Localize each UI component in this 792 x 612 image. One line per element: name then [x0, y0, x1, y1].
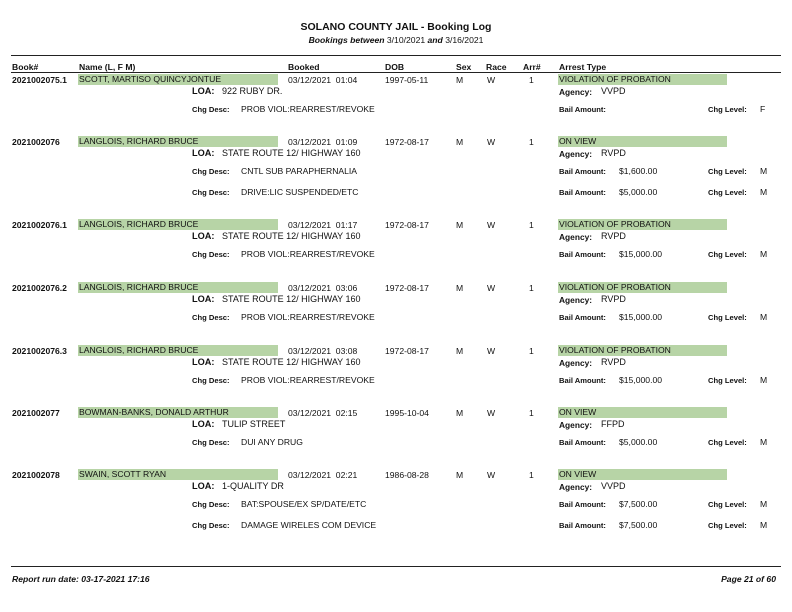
chg-level-label: Chg Level: — [708, 105, 747, 114]
chg-desc-label: Chg Desc: — [192, 250, 230, 259]
arrest-number: 1 — [529, 408, 534, 418]
footer-rule — [11, 566, 781, 567]
booked-datetime: 03/12/2021 03:06 — [288, 283, 358, 293]
agency-label: Agency: — [559, 420, 593, 430]
dob: 1986-08-28 — [385, 470, 429, 480]
inmate-name: SWAIN, SCOTT RYAN — [78, 469, 278, 480]
chg-desc-label: Chg Desc: — [192, 313, 230, 322]
arrest-type: VIOLATION OF PROBATION — [558, 282, 727, 293]
agency-label: Agency: — [559, 358, 593, 368]
col-header-sex: Sex — [456, 62, 472, 72]
col-header-race: Race — [486, 62, 507, 72]
agency-value: RVPD — [601, 357, 626, 367]
race: W — [487, 346, 496, 356]
book-number: 2021002076 — [12, 137, 60, 147]
arrest-number: 1 — [529, 470, 534, 480]
bail-amount-label: Bail Amount: — [559, 500, 606, 509]
report-title: SOLANO COUNTY JAIL - Booking Log — [300, 21, 492, 33]
inmate-name: LANGLOIS, RICHARD BRUCE — [78, 136, 278, 147]
race: W — [487, 75, 496, 85]
agency-value: FFPD — [601, 419, 625, 429]
loa-label: LOA: — [192, 86, 215, 96]
loa-label: LOA: — [192, 148, 215, 158]
bail-amount-value: $5,000.00 — [619, 187, 658, 197]
arrest-type: ON VIEW — [558, 136, 727, 147]
book-number: 2021002078 — [12, 470, 60, 480]
bail-amount-label: Bail Amount: — [559, 105, 606, 114]
arrest-number: 1 — [529, 220, 534, 230]
col-header-book: Book# — [12, 62, 39, 72]
chg-desc-value: DAMAGE WIRELES COM DEVICE — [241, 520, 377, 530]
inmate-name: LANGLOIS, RICHARD BRUCE — [78, 282, 278, 293]
loa-value: STATE ROUTE 12/ HIGHWAY 160 — [222, 294, 361, 304]
agency-label: Agency: — [559, 295, 593, 305]
chg-desc-value: PROB VIOL:REARREST/REVOKE — [241, 249, 375, 259]
loa-value: STATE ROUTE 12/ HIGHWAY 160 — [222, 231, 361, 241]
chg-desc-label: Chg Desc: — [192, 188, 230, 197]
bail-amount-label: Bail Amount: — [559, 376, 606, 385]
booking-record — [0, 136, 792, 196]
agency-value: RVPD — [601, 148, 626, 158]
agency-value: VVPD — [601, 481, 626, 491]
race: W — [487, 408, 496, 418]
inmate-name: SCOTT, MARTISO QUINCYJONTUE — [78, 74, 278, 85]
page-number: Page 21 of 60 — [721, 574, 776, 584]
loa-label: LOA: — [192, 419, 215, 429]
col-header-arr: Arr# — [523, 62, 541, 72]
arrest-type: VIOLATION OF PROBATION — [558, 74, 727, 85]
sex: M — [456, 220, 464, 230]
inmate-name: LANGLOIS, RICHARD BRUCE — [78, 219, 278, 230]
header-bottom-rule — [11, 72, 781, 73]
date-from: 3/10/2021 — [386, 35, 426, 45]
report-subtitle — [0, 35, 792, 45]
agency-value: VVPD — [601, 86, 626, 96]
sex: M — [456, 75, 464, 85]
chg-level-label: Chg Level: — [708, 438, 747, 447]
arrest-number: 1 — [529, 137, 534, 147]
bail-amount-value: $5,000.00 — [619, 437, 658, 447]
book-number: 2021002076.2 — [12, 283, 67, 293]
chg-desc-value: CNTL SUB PARAPHERNALIA — [241, 166, 358, 176]
arrest-number: 1 — [529, 283, 534, 293]
race: W — [487, 470, 496, 480]
inmate-name: BOWMAN-BANKS, DONALD ARTHUR — [78, 407, 278, 418]
chg-desc-label: Chg Desc: — [192, 167, 230, 176]
agency-label: Agency: — [559, 149, 593, 159]
booking-record — [0, 219, 792, 279]
dob: 1972-08-17 — [385, 283, 429, 293]
book-number: 2021002076.1 — [12, 220, 67, 230]
loa-value: 922 RUBY DR. — [222, 86, 283, 96]
sex: M — [456, 137, 464, 147]
dob: 1995-10-04 — [385, 408, 429, 418]
bail-amount-label: Bail Amount: — [559, 521, 606, 530]
dob: 1972-08-17 — [385, 220, 429, 230]
bail-amount-value: $15,000.00 — [619, 375, 663, 385]
loa-value: STATE ROUTE 12/ HIGHWAY 160 — [222, 357, 361, 367]
booked-datetime: 03/12/2021 02:15 — [288, 408, 358, 418]
loa-label: LOA: — [192, 357, 215, 367]
race: W — [487, 283, 496, 293]
col-header-booked: Booked — [288, 62, 320, 72]
col-header-dob: DOB — [385, 62, 405, 72]
chg-level-value: F — [760, 104, 766, 114]
agency-value: RVPD — [601, 231, 626, 241]
chg-level-label: Chg Level: — [708, 376, 747, 385]
loa-label: LOA: — [192, 294, 215, 304]
agency-label: Agency: — [559, 232, 593, 242]
chg-desc-label: Chg Desc: — [192, 105, 230, 114]
loa-value: STATE ROUTE 12/ HIGHWAY 160 — [222, 148, 361, 158]
chg-level-label: Chg Level: — [708, 167, 747, 176]
chg-desc-value: DRIVE:LIC SUSPENDED/ETC — [241, 187, 359, 197]
arrest-number: 1 — [529, 346, 534, 356]
bail-amount-value: $7,500.00 — [619, 520, 658, 530]
bail-amount-value: $1,600.00 — [619, 166, 658, 176]
chg-desc-value: PROB VIOL:REARREST/REVOKE — [241, 312, 375, 322]
chg-desc-value: BAT:SPOUSE/EX SP/DATE/ETC — [241, 499, 367, 509]
booked-datetime: 03/12/2021 01:04 — [288, 75, 358, 85]
chg-desc-label: Chg Desc: — [192, 521, 230, 530]
chg-desc-value: DUI ANY DRUG — [241, 437, 303, 447]
arrest-type: VIOLATION OF PROBATION — [558, 345, 727, 356]
arrest-type: VIOLATION OF PROBATION — [558, 219, 727, 230]
dob: 1972-08-17 — [385, 137, 429, 147]
bail-amount-value: $15,000.00 — [619, 312, 663, 322]
bail-amount-label: Bail Amount: — [559, 167, 606, 176]
booking-record — [0, 345, 792, 405]
chg-level-label: Chg Level: — [708, 313, 747, 322]
chg-level-value: M — [760, 437, 768, 447]
race: W — [487, 220, 496, 230]
chg-desc-label: Chg Desc: — [192, 438, 230, 447]
dob: 1997-05-11 — [385, 75, 429, 85]
chg-desc-label: Chg Desc: — [192, 376, 230, 385]
chg-level-label: Chg Level: — [708, 500, 747, 509]
book-number: 2021002077 — [12, 408, 60, 418]
chg-level-value: M — [760, 312, 768, 322]
bail-amount-label: Bail Amount: — [559, 250, 606, 259]
chg-level-value: M — [760, 375, 768, 385]
sex: M — [456, 408, 464, 418]
booking-record — [0, 407, 792, 467]
subtitle-and: and — [427, 35, 443, 45]
booked-datetime: 03/12/2021 01:17 — [288, 220, 358, 230]
arrest-type: ON VIEW — [558, 469, 727, 480]
loa-value: TULIP STREET — [222, 419, 286, 429]
book-number: 2021002076.3 — [12, 346, 67, 356]
bail-amount-value: $7,500.00 — [619, 499, 658, 509]
chg-level-value: M — [760, 499, 768, 509]
header-top-rule — [11, 55, 781, 56]
agency-label: Agency: — [559, 87, 593, 97]
subtitle-prefix: Bookings between — [308, 35, 385, 45]
chg-level-label: Chg Level: — [708, 250, 747, 259]
chg-desc-value: PROB VIOL:REARREST/REVOKE — [241, 104, 375, 114]
sex: M — [456, 346, 464, 356]
chg-level-label: Chg Level: — [708, 188, 747, 197]
chg-level-label: Chg Level: — [708, 521, 747, 530]
arrest-type: ON VIEW — [558, 407, 727, 418]
loa-label: LOA: — [192, 231, 215, 241]
sex: M — [456, 283, 464, 293]
chg-level-value: M — [760, 166, 768, 176]
agency-label: Agency: — [559, 482, 593, 492]
bail-amount-value: $15,000.00 — [619, 249, 663, 259]
date-to: 3/16/2021 — [445, 35, 484, 45]
booking-record — [0, 74, 792, 134]
booked-datetime: 03/12/2021 01:09 — [288, 137, 358, 147]
book-number: 2021002075.1 — [12, 75, 67, 85]
chg-desc-value: PROB VIOL:REARREST/REVOKE — [241, 375, 375, 385]
bail-amount-label: Bail Amount: — [559, 438, 606, 447]
loa-label: LOA: — [192, 481, 215, 491]
chg-level-value: M — [760, 249, 768, 259]
booking-record — [0, 282, 792, 342]
booked-datetime: 03/12/2021 03:08 — [288, 346, 358, 356]
bail-amount-label: Bail Amount: — [559, 188, 606, 197]
chg-desc-label: Chg Desc: — [192, 500, 230, 509]
booked-datetime: 03/12/2021 02:21 — [288, 470, 358, 480]
booking-record — [0, 469, 792, 529]
col-header-name: Name (L, F M) — [79, 62, 136, 72]
agency-value: RVPD — [601, 294, 626, 304]
col-header-arrest-type: Arrest Type — [559, 62, 607, 72]
bail-amount-label: Bail Amount: — [559, 313, 606, 322]
inmate-name: LANGLOIS, RICHARD BRUCE — [78, 345, 278, 356]
chg-level-value: M — [760, 187, 768, 197]
chg-level-value: M — [760, 520, 768, 530]
arrest-number: 1 — [529, 75, 534, 85]
sex: M — [456, 470, 464, 480]
race: W — [487, 137, 496, 147]
loa-value: 1-QUALITY DR — [222, 481, 284, 491]
report-run-date: Report run date: 03-17-2021 17:16 — [12, 574, 150, 584]
dob: 1972-08-17 — [385, 346, 429, 356]
